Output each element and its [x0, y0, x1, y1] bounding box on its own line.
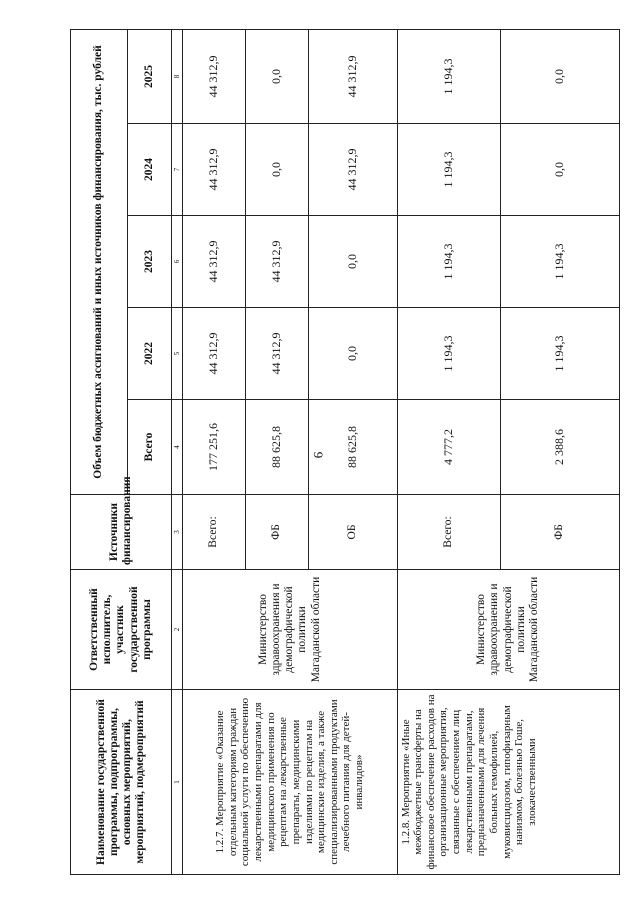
col-header-2024: 2024	[127, 124, 171, 216]
value-2024: 44 312,9	[183, 124, 246, 216]
source: ФБ	[245, 495, 308, 570]
value-2023: 1 194,3	[500, 216, 619, 308]
budget-table	[70, 29, 620, 875]
value-2024: 44 312,9	[308, 124, 397, 216]
value-2024: 1 194,3	[397, 124, 500, 216]
col-number: 5	[172, 308, 183, 400]
col-header-2025: 2025	[127, 29, 171, 123]
page-number: 9	[311, 451, 326, 459]
col-number: 6	[172, 216, 183, 308]
value-total: 4 777,2	[397, 400, 500, 495]
value-2025: 1 194,3	[397, 29, 500, 123]
value-2023: 0,0	[308, 216, 397, 308]
value-2024: 0,0	[245, 124, 308, 216]
value-2025: 44 312,9	[308, 29, 397, 123]
col-number: 4	[172, 400, 183, 495]
source: ФБ	[500, 495, 619, 570]
value-2022: 44 312,9	[183, 308, 246, 400]
rotated-table-wrapper	[70, 30, 620, 875]
value-2022: 1 194,3	[397, 308, 500, 400]
value-2023: 44 312,9	[245, 216, 308, 308]
value-total: 177 251,6	[183, 400, 246, 495]
table-row	[183, 29, 246, 874]
col-header-name: Наименование государственной программы, подпрограммы, основных мероприятий, мероприятий, подмероприятий	[71, 690, 172, 875]
value-2024: 0,0	[500, 124, 619, 216]
col-header-2022: 2022	[127, 308, 171, 400]
col-number: 3	[172, 495, 183, 570]
executor: Министерство здравоохранения и демографической политики Магаданской области	[183, 570, 397, 690]
executor: Министерство здравоохранения и демографической политики Магаданской области	[397, 570, 619, 690]
value-2023: 44 312,9	[183, 216, 246, 308]
source: Всего:	[183, 495, 246, 570]
col-header-2023: 2023	[127, 216, 171, 308]
value-2022: 44 312,9	[245, 308, 308, 400]
value-2022: 0,0	[308, 308, 397, 400]
value-2025: 0,0	[500, 29, 619, 123]
col-header-total: Всего	[127, 400, 171, 495]
value-2023: 1 194,3	[397, 216, 500, 308]
col-number: 2	[172, 570, 183, 690]
source: ОБ	[308, 495, 397, 570]
col-header-executor: Ответственный исполнитель, участник государственной программы	[71, 570, 172, 690]
activity-name: 1.2.7. Мероприятие «Оказание отдельным категориям граждан социальной услуги по обеспечению лекарственными препаратами для медицинского применения по рецептам на лекарственные препараты, медицинскими изделиями по рецептам на медицинские изделия, а также специализированными продуктами лечебного питания для детей-инвалидов»	[183, 690, 397, 875]
col-header-source: Источники финансирования	[71, 495, 172, 570]
col-number: 8	[172, 29, 183, 123]
table-row	[397, 29, 500, 874]
value-total: 88 625,8	[245, 400, 308, 495]
source: Всего:	[397, 495, 500, 570]
col-header-budget: Объем бюджетных ассигнований и иных источников финансирования, тыс. рублей	[71, 29, 128, 494]
value-2022: 1 194,3	[500, 308, 619, 400]
value-2025: 0,0	[245, 29, 308, 123]
activity-name: 1.2.8. Мероприятие «Иные межбюджетные трансферты на финансовое обеспечение расходов на организационные мероприятия, связанные с обеспечением лиц лекарственными препаратами, предназначенными для лечения больных гемофилией, муковисцидозом, гипофизарным нанизмом, болезнью Гоше, злокачественными	[397, 690, 619, 875]
value-total: 88 625,8	[308, 400, 397, 495]
value-total: 2 388,6	[500, 400, 619, 495]
col-number: 1	[172, 690, 183, 875]
value-2025: 44 312,9	[183, 29, 246, 123]
col-number: 7	[172, 124, 183, 216]
